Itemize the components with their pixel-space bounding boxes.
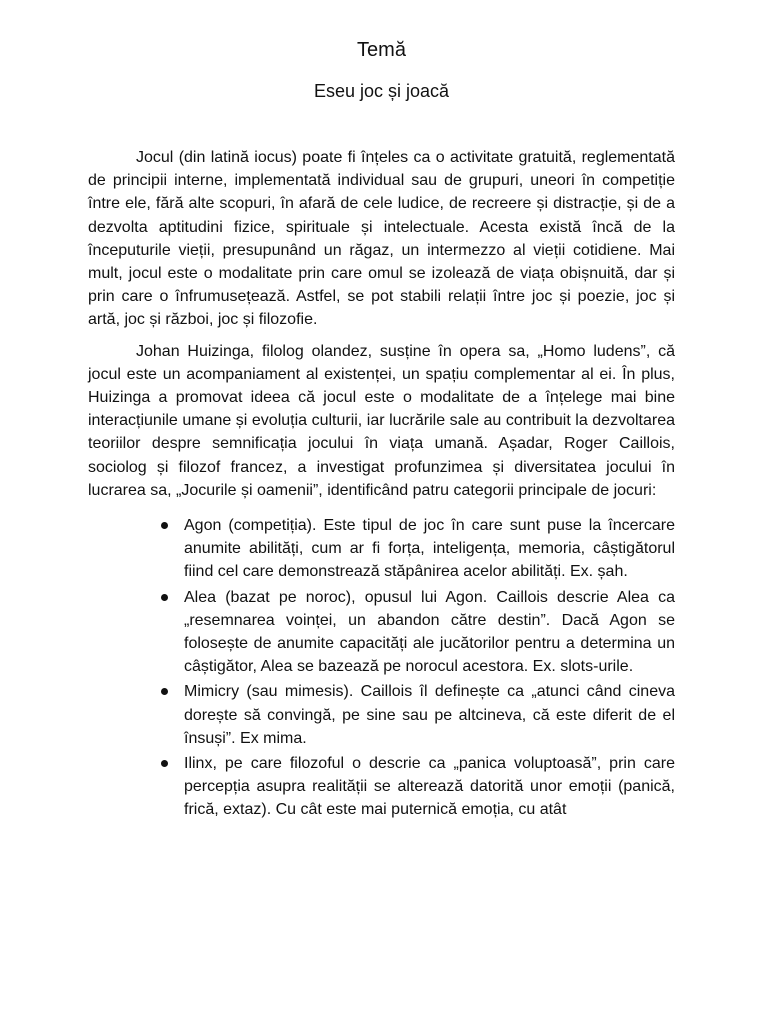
list-item-agon [184, 514, 675, 584]
list-item-ilinx [184, 752, 675, 822]
document-title: Temă [357, 39, 406, 61]
list-item-text: Ilinx, pe care filozoful o descrie ca „panica voluptoasă”, prin care percepția asupra realității se alterează datorită unor emoții (panică, frică, extaz). Cu cât este mai puternică emoția, cu atât [184, 755, 675, 819]
game-categories-list [88, 514, 675, 822]
list-item-text: Mimicry (sau mimesis). Caillois îl definește ca „atunci când cineva dorește să convingă, pe sine sau pe altcineva, că este diferit de el însuși”. Ex mima. [184, 683, 675, 747]
list-item-text: Alea (bazat pe noroc), opusul lui Agon. Caillois descrie Alea ca „resemnarea voinței, un abandon către destin”. Dacă Agon se folosește de anumite capacități ale jucătorilor pentru a determina un câștigător, Alea se bazează pe norocul acestora. Ex. slots-urile. [184, 588, 675, 676]
bullet-icon [161, 688, 168, 695]
paragraph-intro: Jocul (din latină iocus) poate fi înțeles ca o activitate gratuită, reglementată de principii interne, implementată individual sau de grupuri, uneori în competiție între ele, fără alte scopuri, în afară de cele ludice, de recreere și distracție, și de a dezvolta aptitudini fizice, spirituale și intelectuale. Acesta există încă de la începuturile vieții, presupunând un răgaz, un intermezzo al vieții cotidiene. Mai mult, jocul este o modalitate prin care omul se izolează de viața obișnuită, dar și prin care o înfrumusețează. Astfel, se pot stabili relații între joc și poezie, joc și artă, joc și război, joc și filozofie. [88, 149, 675, 329]
list-item-mimicry [184, 680, 675, 750]
bullet-icon [161, 522, 168, 529]
document-subtitle: Eseu joc și joacă [313, 81, 450, 101]
paragraph-huizinga-caillois: Johan Huizinga, filolog olandez, susține în opera sa, „Homo ludens”, că jocul este un acompaniament al existenței, un spațiu complementar al ei. În plus, Huizinga a promovat ideea că jocul este o modalitate de a înțelege mai bine interacțiunile umane și evoluția culturii, iar lucrările sale au contribuit la dezvoltarea teoriilor despre semnificația jocului în viața umană. Așadar, Roger Caillois, sociolog și filozof francez, a investigat profunzimea și diversitatea jocului în lucrarea sa, „Jocurile și oamenii”, identificând patru categorii principale de jocuri: [88, 342, 675, 499]
document-body [88, 146, 675, 822]
list-item-alea [184, 586, 675, 679]
bullet-icon [161, 594, 168, 601]
bullet-icon [161, 760, 168, 767]
list-item-text: Agon (competiția). Este tipul de joc în care sunt puse la încercare anumite abilități, cum ar fi forța, inteligența, memoria, câștigătorul fiind cel care demonstrează stăpânirea acelor abilități. Ex. șah. [184, 517, 675, 581]
